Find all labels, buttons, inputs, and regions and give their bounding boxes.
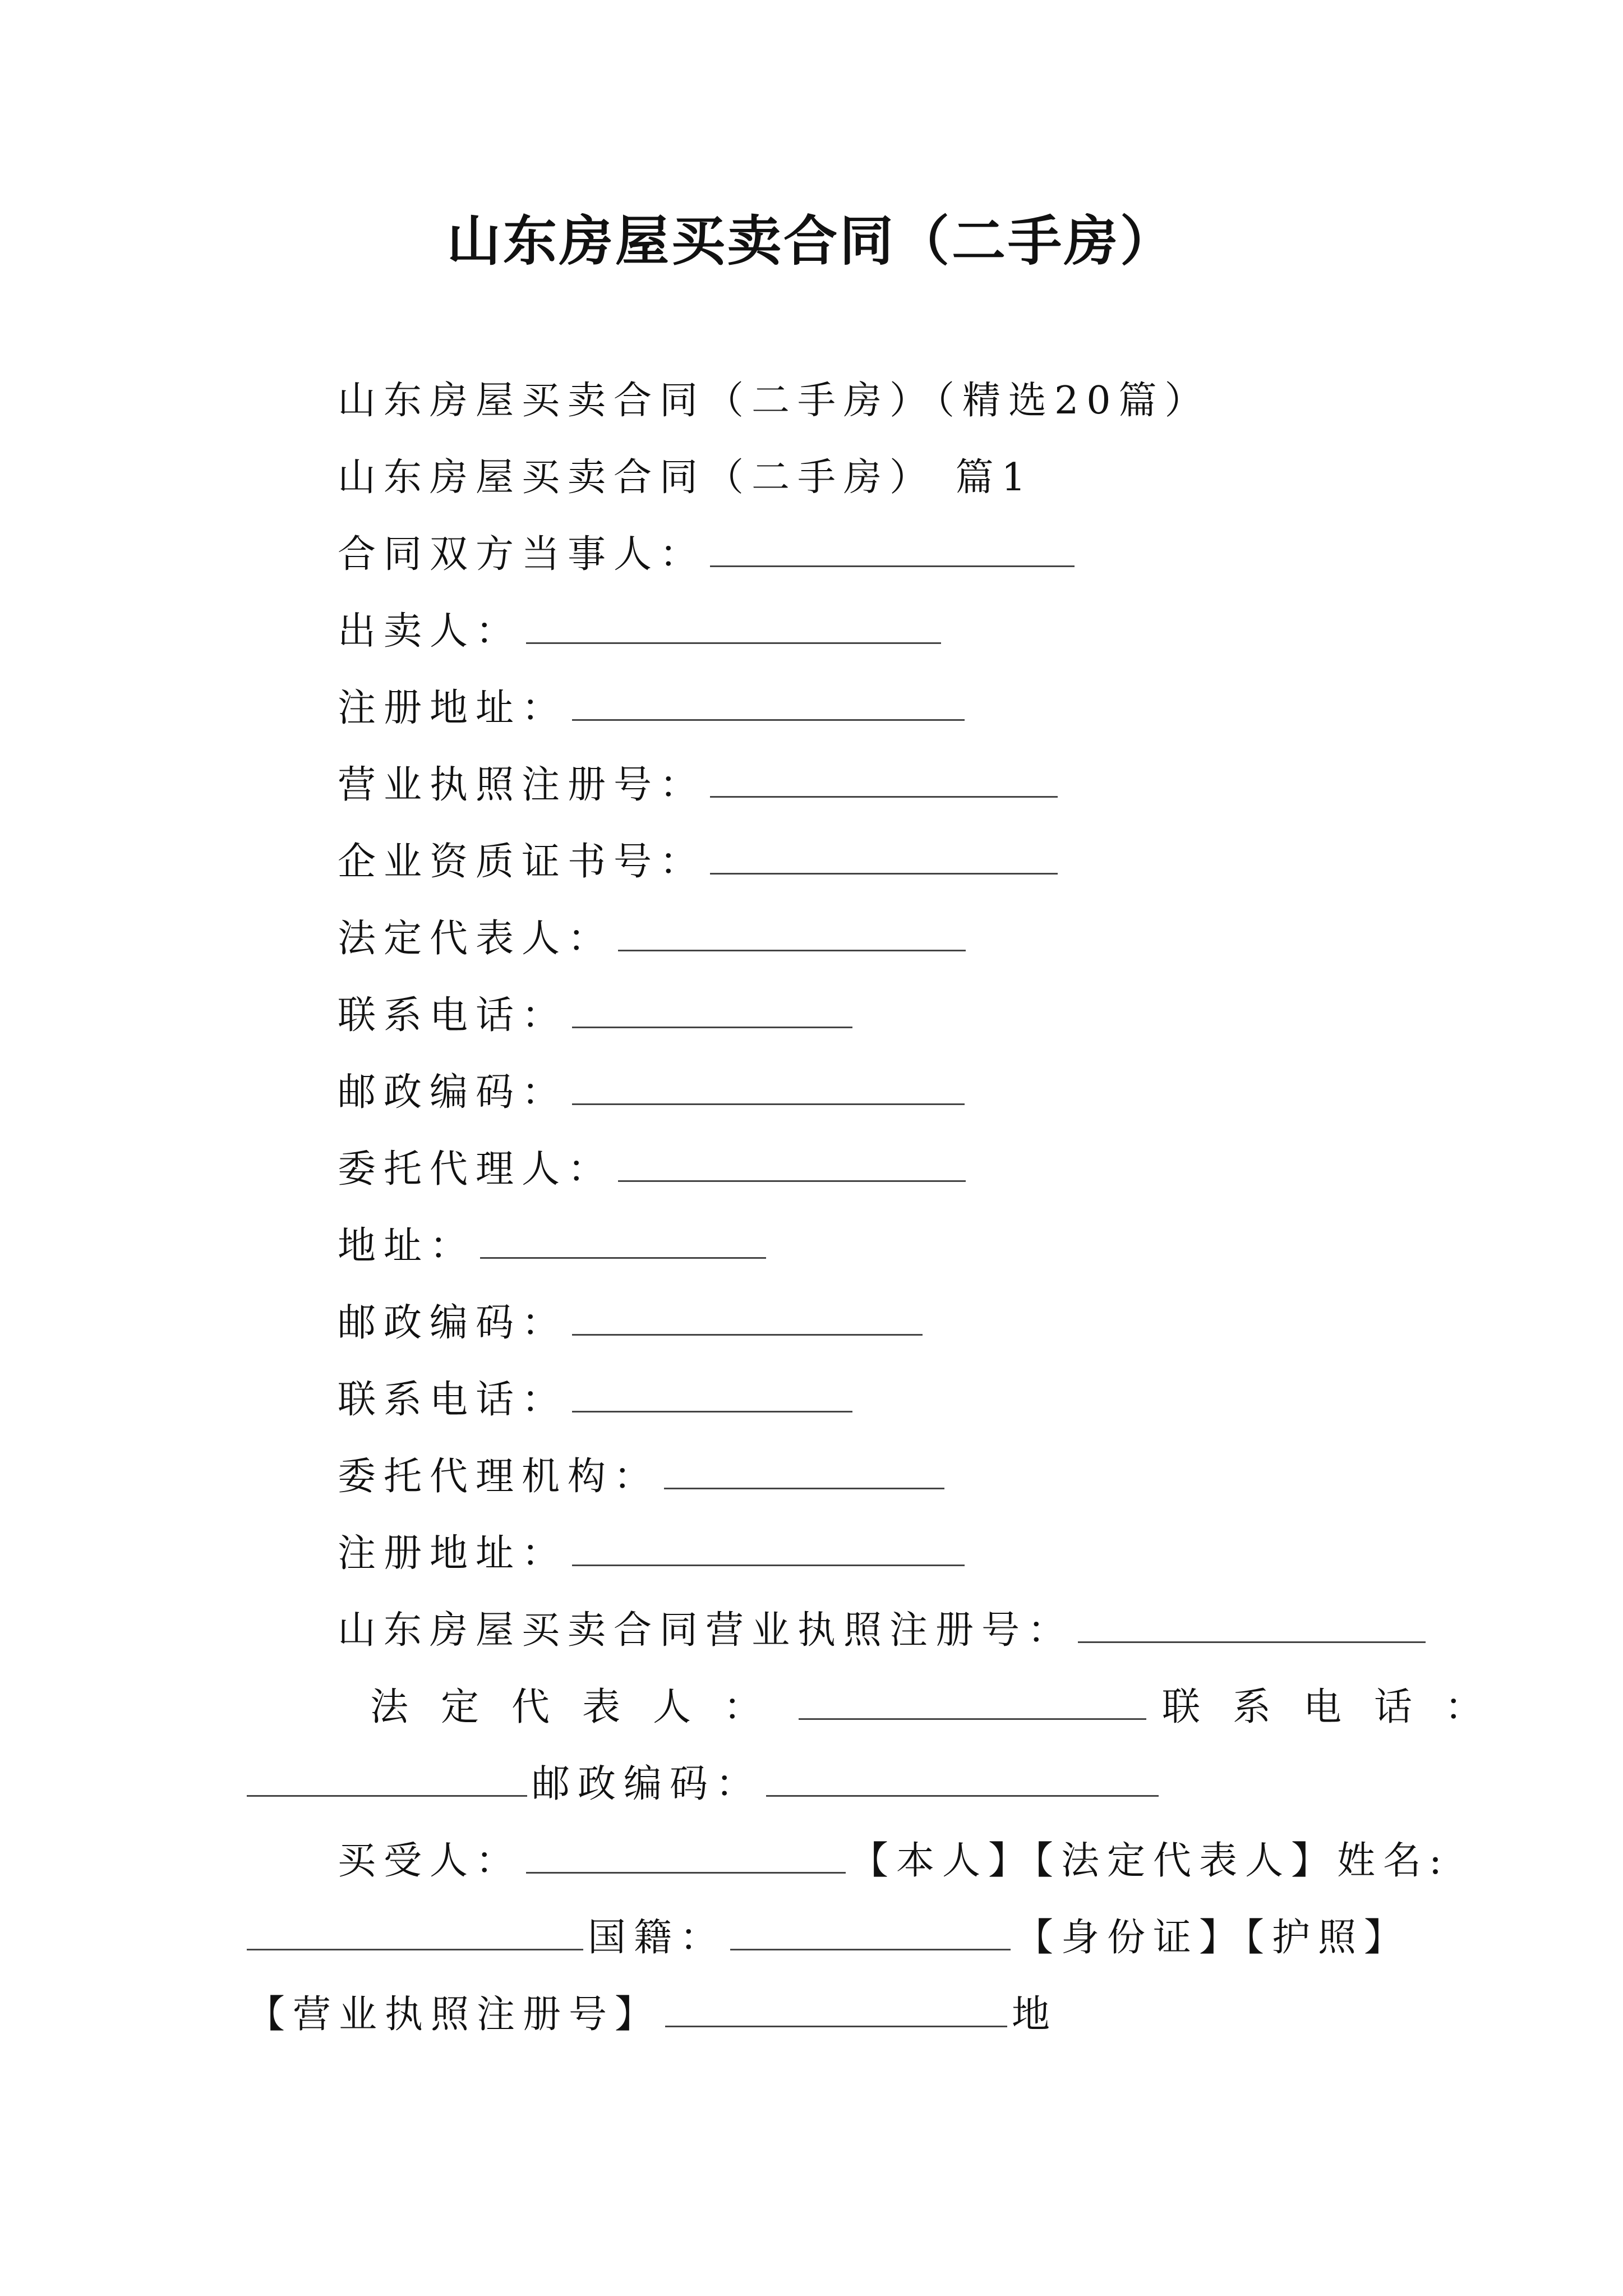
field-label: 委托代理人： [338,1147,614,1191]
field-label: 地址： [338,1224,476,1268]
field-parties [338,524,1079,586]
field-label: 企业资质证书号： [338,840,706,884]
field-label: 联系电话： [338,993,568,1038]
field-postcode-1 [338,1062,969,1124]
license-option: 【营业执照注册号】 [247,1993,661,2037]
fill-blank[interactable] [572,1527,965,1566]
field-label: 山东房屋买卖合同营业执照注册号： [338,1608,1074,1653]
field-label: 国籍： [588,1916,726,1960]
fill-blank[interactable] [480,1220,766,1259]
field-label: 营业执照注册号： [338,763,706,807]
fill-blank[interactable] [1078,1604,1426,1643]
id-options: 【身份证】【护照】 [1015,1916,1410,1960]
field-phone-1 [338,985,857,1047]
field-buyer [338,1830,1450,1892]
fill-blank[interactable] [247,1758,527,1797]
field-license-option [247,1984,1058,2046]
fill-blank[interactable] [572,990,852,1028]
field-label: 委托代理机构： [338,1455,660,1499]
buyer-options: 【本人】【法定代表人】姓名: [850,1839,1450,1883]
fill-blank[interactable] [572,1374,852,1412]
fill-blank[interactable] [766,1758,1159,1797]
field-business-license [338,754,1062,816]
field-reg-address-1 [338,678,969,739]
field-label: 买受人： [338,1839,522,1883]
field-phone-2 [338,1369,857,1431]
field-address [338,1216,771,1277]
fill-blank[interactable] [572,682,965,721]
fill-blank[interactable] [526,1835,846,1874]
field-label: 联系电话： [1162,1685,1516,1729]
fill-blank[interactable] [710,836,1058,875]
document-subtitle: 山东房屋买卖合同（二手房）（精选20篇） [338,379,1211,423]
field-label: 联系电话： [338,1378,568,1422]
field-seller [338,601,946,662]
field-agent-org [338,1446,949,1508]
document-title: 山东房屋买卖合同（二手房） [447,209,1176,273]
article-heading: 山东房屋买卖合同（二手房） 篇1 [338,455,1034,500]
field-agent [338,1139,970,1200]
field-label: 出卖人： [338,609,522,654]
field-label: 合同双方当事人： [338,532,706,577]
fill-blank[interactable] [710,528,1075,567]
fill-blank[interactable] [799,1681,1146,1720]
field-label: 法定代表人： [370,1685,795,1729]
fill-blank[interactable] [572,1297,923,1336]
field-nationality [247,1907,1410,1969]
fill-blank[interactable] [618,1143,966,1182]
field-legal-rep-1 [338,908,970,970]
field-label: 法定代表人： [338,917,614,961]
fill-blank[interactable] [572,1066,965,1105]
field-label: 邮政编码： [338,1070,568,1115]
fill-blank[interactable] [665,1989,1007,2027]
field-label: 邮政编码： [532,1762,762,1806]
field-reg-address-2 [338,1523,969,1585]
field-contract-license [338,1600,1430,1662]
field-label: 注册地址： [338,1531,568,1576]
fill-blank[interactable] [618,913,966,951]
fill-blank[interactable] [730,1912,1011,1950]
field-qualification-cert [338,831,1062,893]
fill-blank[interactable] [526,605,941,644]
field-postcode-2 [338,1292,927,1354]
field-label: 注册地址： [338,686,568,730]
fill-blank[interactable] [664,1451,944,1489]
fill-blank[interactable] [710,759,1058,798]
field-legal-rep-2 [370,1677,1515,1738]
field-label: 邮政编码： [338,1301,568,1345]
trailing-text: 地 [1012,1993,1058,2037]
fill-blank[interactable] [247,1912,583,1950]
field-postcode-3 [247,1754,1163,1815]
